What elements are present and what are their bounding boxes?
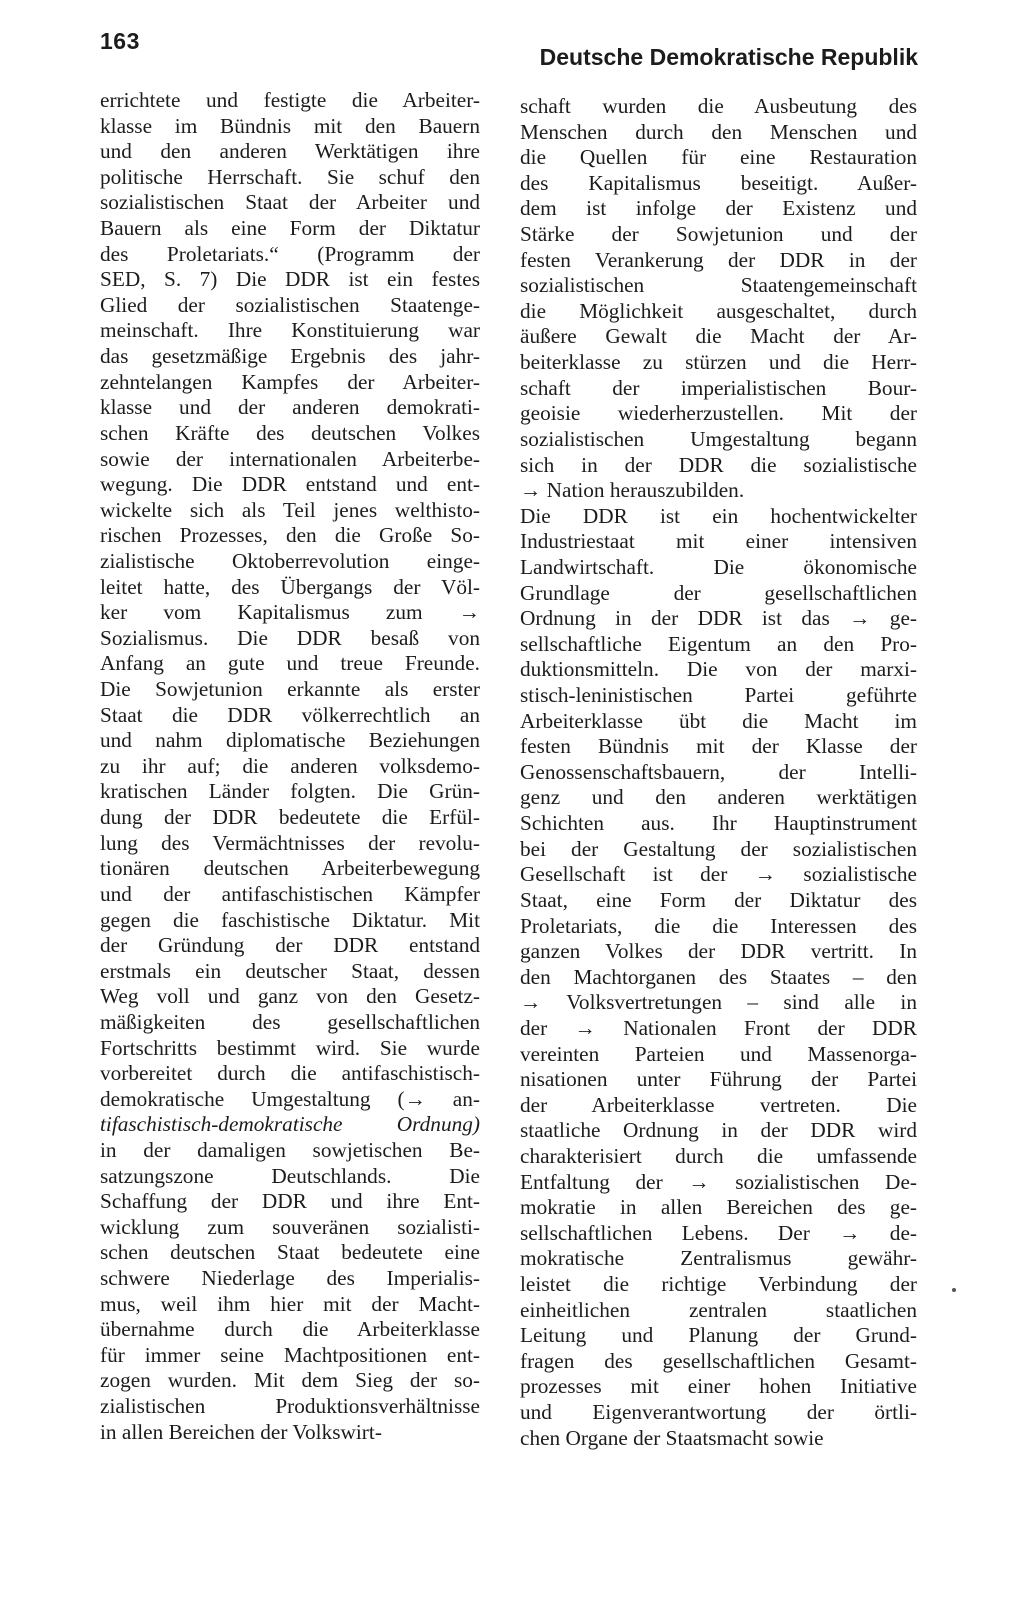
text-line: zialistischen Produktionsverhältnisse — [100, 1394, 480, 1419]
text-line: Fortschritts bestimmt wird. Sie wurde — [100, 1035, 480, 1060]
text-line: übernahme durch die Arbeiterklasse — [100, 1317, 480, 1342]
text-line: zialistische Oktoberrevolution einge- — [100, 548, 480, 573]
text-line: der Gründung der DDR entstand — [100, 933, 480, 958]
text-line: und Eigenverantwortung der örtli- — [520, 1400, 917, 1425]
text-line: sozialistischen Staatengemeinschaft — [520, 273, 917, 298]
text-line: vorbereitet durch die antifaschistisch- — [100, 1061, 480, 1086]
text-line: sellschaftlichen Lebens. Der → de- — [520, 1220, 917, 1245]
text-line: klasse und der anderen demokrati- — [100, 395, 480, 420]
text-line: zogen wurden. Mit dem Sieg der so- — [100, 1368, 480, 1393]
text-line: chen Organe der Staatsmacht sowie — [520, 1425, 824, 1450]
text-line: tifaschistisch-demokratische Ordnung) — [100, 1112, 480, 1137]
text-line: lung des Vermächtnisses der revolu- — [100, 830, 480, 855]
text-line: dung der DDR bedeutete die Erfül- — [100, 805, 480, 830]
text-line: zu ihr auf; die anderen volksdemo- — [100, 753, 480, 778]
margin-mark — [952, 1288, 956, 1292]
text-line: SED, S. 7) Die DDR ist ein festes — [100, 267, 480, 292]
text-line: wickelte sich als Teil jenes welthisto- — [100, 497, 480, 522]
text-line: Bauern als eine Form der Diktatur — [100, 216, 480, 241]
text-line: in der damaligen sowjetischen Be- — [100, 1137, 480, 1162]
text-line: Gesellschaft ist der → sozialistische — [520, 862, 917, 887]
text-line: Die Sowjetunion erkannte als erster — [100, 677, 480, 702]
text-line: satzungszone Deutschlands. Die — [100, 1163, 480, 1188]
text-line: mokratische Zentralismus gewähr- — [520, 1246, 917, 1271]
text-line: errichtete und festigte die Arbeiter- — [100, 88, 480, 112]
text-line: wegung. Die DDR entstand und ent- — [100, 472, 480, 497]
text-line: schwere Niederlage des Imperialis- — [100, 1266, 480, 1291]
text-line: den Machtorganen des Staates – den — [520, 964, 917, 989]
text-line: und nahm diplomatische Beziehungen — [100, 728, 480, 753]
text-line: der Arbeiterklasse vertreten. Die — [520, 1092, 917, 1117]
text-line: geoisie wiederherzustellen. Mit der — [520, 401, 917, 426]
text-line: Weg voll und ganz von den Gesetz- — [100, 984, 480, 1009]
text-line: vereinten Parteien und Massenorga- — [520, 1041, 917, 1066]
text-line: des Proletariats.“ (Programm der — [100, 241, 480, 266]
text-line: erstmals ein deutscher Staat, dessen — [100, 958, 480, 983]
text-line: sowie der internationalen Arbeiterbe- — [100, 446, 480, 471]
text-line: Entfaltung der → sozialistischen De- — [520, 1169, 917, 1194]
text-line: gegen die faschistische Diktatur. Mit — [100, 907, 480, 932]
text-line: → Nation herauszubilden. — [520, 478, 745, 503]
text-line: sozialistischen Staat der Arbeiter und — [100, 190, 480, 215]
text-line: Genossenschaftsbauern, der Intelli- — [520, 759, 917, 784]
text-line: → Volksvertretungen – sind alle in — [520, 990, 917, 1015]
text-line: genz und den anderen werktätigen — [520, 785, 917, 810]
text-line: Stärke der Sowjetunion und der — [520, 222, 917, 247]
text-line: Landwirtschaft. Die ökonomische — [520, 554, 917, 579]
text-line: Leitung und Planung der Grund- — [520, 1323, 917, 1348]
text-line: zehntelangen Kampfes der Arbeiter- — [100, 369, 480, 394]
text-line: schen Kräfte des deutschen Volkes — [100, 420, 480, 445]
text-line: sellschaftliche Eigentum an den Pro- — [520, 631, 917, 656]
text-line: Proletariats, die die Interessen des — [520, 913, 917, 938]
text-line: für immer seine Machtpositionen ent- — [100, 1342, 480, 1367]
text-line: nisationen unter Führung der Partei — [520, 1067, 917, 1092]
text-line: Grundlage der gesellschaftlichen — [520, 580, 917, 605]
text-line: Staat die DDR völkerrechtlich an — [100, 702, 480, 727]
text-line: prozesses mit einer hohen Initiative — [520, 1374, 917, 1399]
text-line: fragen des gesellschaftlichen Gesamt- — [520, 1348, 917, 1373]
text-line: rischen Prozesses, den die Große So- — [100, 523, 480, 548]
text-line: Industriestaat mit einer intensiven — [520, 529, 917, 554]
text-line: leistet die richtige Verbindung der — [520, 1272, 917, 1297]
page-number: 163 — [100, 28, 140, 54]
text-line: des Kapitalismus beseitigt. Außer- — [520, 170, 917, 195]
text-line: äußere Gewalt die Macht der Ar- — [520, 324, 917, 349]
text-line: Menschen durch den Menschen und — [520, 119, 917, 144]
text-line: ker vom Kapitalismus zum → — [100, 600, 480, 625]
text-line: und den anderen Werktätigen ihre — [100, 139, 480, 164]
left-column — [100, 88, 480, 1445]
text-line: Ordnung in der DDR ist das → ge- — [520, 606, 917, 631]
text-line: wicklung zum souveränen sozialisti- — [100, 1214, 480, 1239]
text-line: der → Nationalen Front der DDR — [520, 1015, 917, 1040]
text-line: Schichten aus. Ihr Hauptinstrument — [520, 811, 917, 836]
text-line: die Quellen für eine Restauration — [520, 145, 917, 170]
text-line: festen Bündnis mit der Klasse der — [520, 734, 917, 759]
text-line: bei der Gestaltung der sozialistischen — [520, 836, 917, 861]
text-line: und der antifaschistischen Kämpfer — [100, 881, 480, 906]
text-line: in allen Bereichen der Volkswirt- — [100, 1419, 382, 1444]
text-line: die Möglichkeit ausgeschaltet, durch — [520, 298, 917, 323]
text-line: kratischen Länder folgten. Die Grün- — [100, 779, 480, 804]
text-line: festen Verankerung der DDR in der — [520, 247, 917, 272]
text-line: beiterklasse zu stürzen und die Herr- — [520, 350, 917, 375]
text-line: leitet hatte, des Übergangs der Völ- — [100, 574, 480, 599]
text-line: schaft wurden die Ausbeutung des — [520, 94, 917, 118]
text-line: duktionsmitteln. Die von der marxi- — [520, 657, 917, 682]
text-line: dem ist infolge der Existenz und — [520, 196, 917, 221]
text-line: einheitlichen zentralen staatlichen — [520, 1297, 917, 1322]
text-line: sich in der DDR die sozialistische — [520, 452, 917, 477]
text-line: klasse im Bündnis mit den Bauern — [100, 113, 480, 138]
text-line: Staat, eine Form der Diktatur des — [520, 887, 917, 912]
text-line: mäßigkeiten des gesellschaftlichen — [100, 1009, 480, 1034]
text-line: Sozialismus. Die DDR besaß von — [100, 625, 480, 650]
text-line: Die DDR ist ein hochentwickelter — [520, 503, 917, 528]
text-line: Arbeiterklasse übt die Macht im — [520, 708, 917, 733]
text-line: stisch-leninistischen Partei geführte — [520, 683, 917, 708]
text-line: tionären deutschen Arbeiterbewegung — [100, 856, 480, 881]
text-line: sozialistischen Umgestaltung begann — [520, 426, 917, 451]
text-line: staatliche Ordnung in der DDR wird — [520, 1118, 917, 1143]
text-line: schaft der imperialistischen Bour- — [520, 375, 917, 400]
text-line: mokratie in allen Bereichen des ge- — [520, 1195, 917, 1220]
text-line: mus, weil ihm hier mit der Macht- — [100, 1291, 480, 1316]
text-line: Schaffung der DDR und ihre Ent- — [100, 1189, 480, 1214]
text-line: ganzen Volkes der DDR vertritt. In — [520, 939, 917, 964]
text-line: charakterisiert durch die umfassende — [520, 1143, 917, 1168]
text-line: Glied der sozialistischen Staatenge- — [100, 292, 480, 317]
running-head: Deutsche Demokratische Republik — [539, 44, 918, 70]
text-line: das gesetzmäßige Ergebnis des jahr- — [100, 344, 480, 369]
text-line: schen deutschen Staat bedeutete eine — [100, 1240, 480, 1265]
text-line: politische Herrschaft. Sie schuf den — [100, 164, 480, 189]
text-line: meinschaft. Ihre Konstituierung war — [100, 318, 480, 343]
right-column — [520, 94, 917, 1451]
text-line: Anfang an gute und treue Freunde. — [100, 651, 480, 676]
text-line: demokratische Umgestaltung (→ an- — [100, 1086, 480, 1111]
